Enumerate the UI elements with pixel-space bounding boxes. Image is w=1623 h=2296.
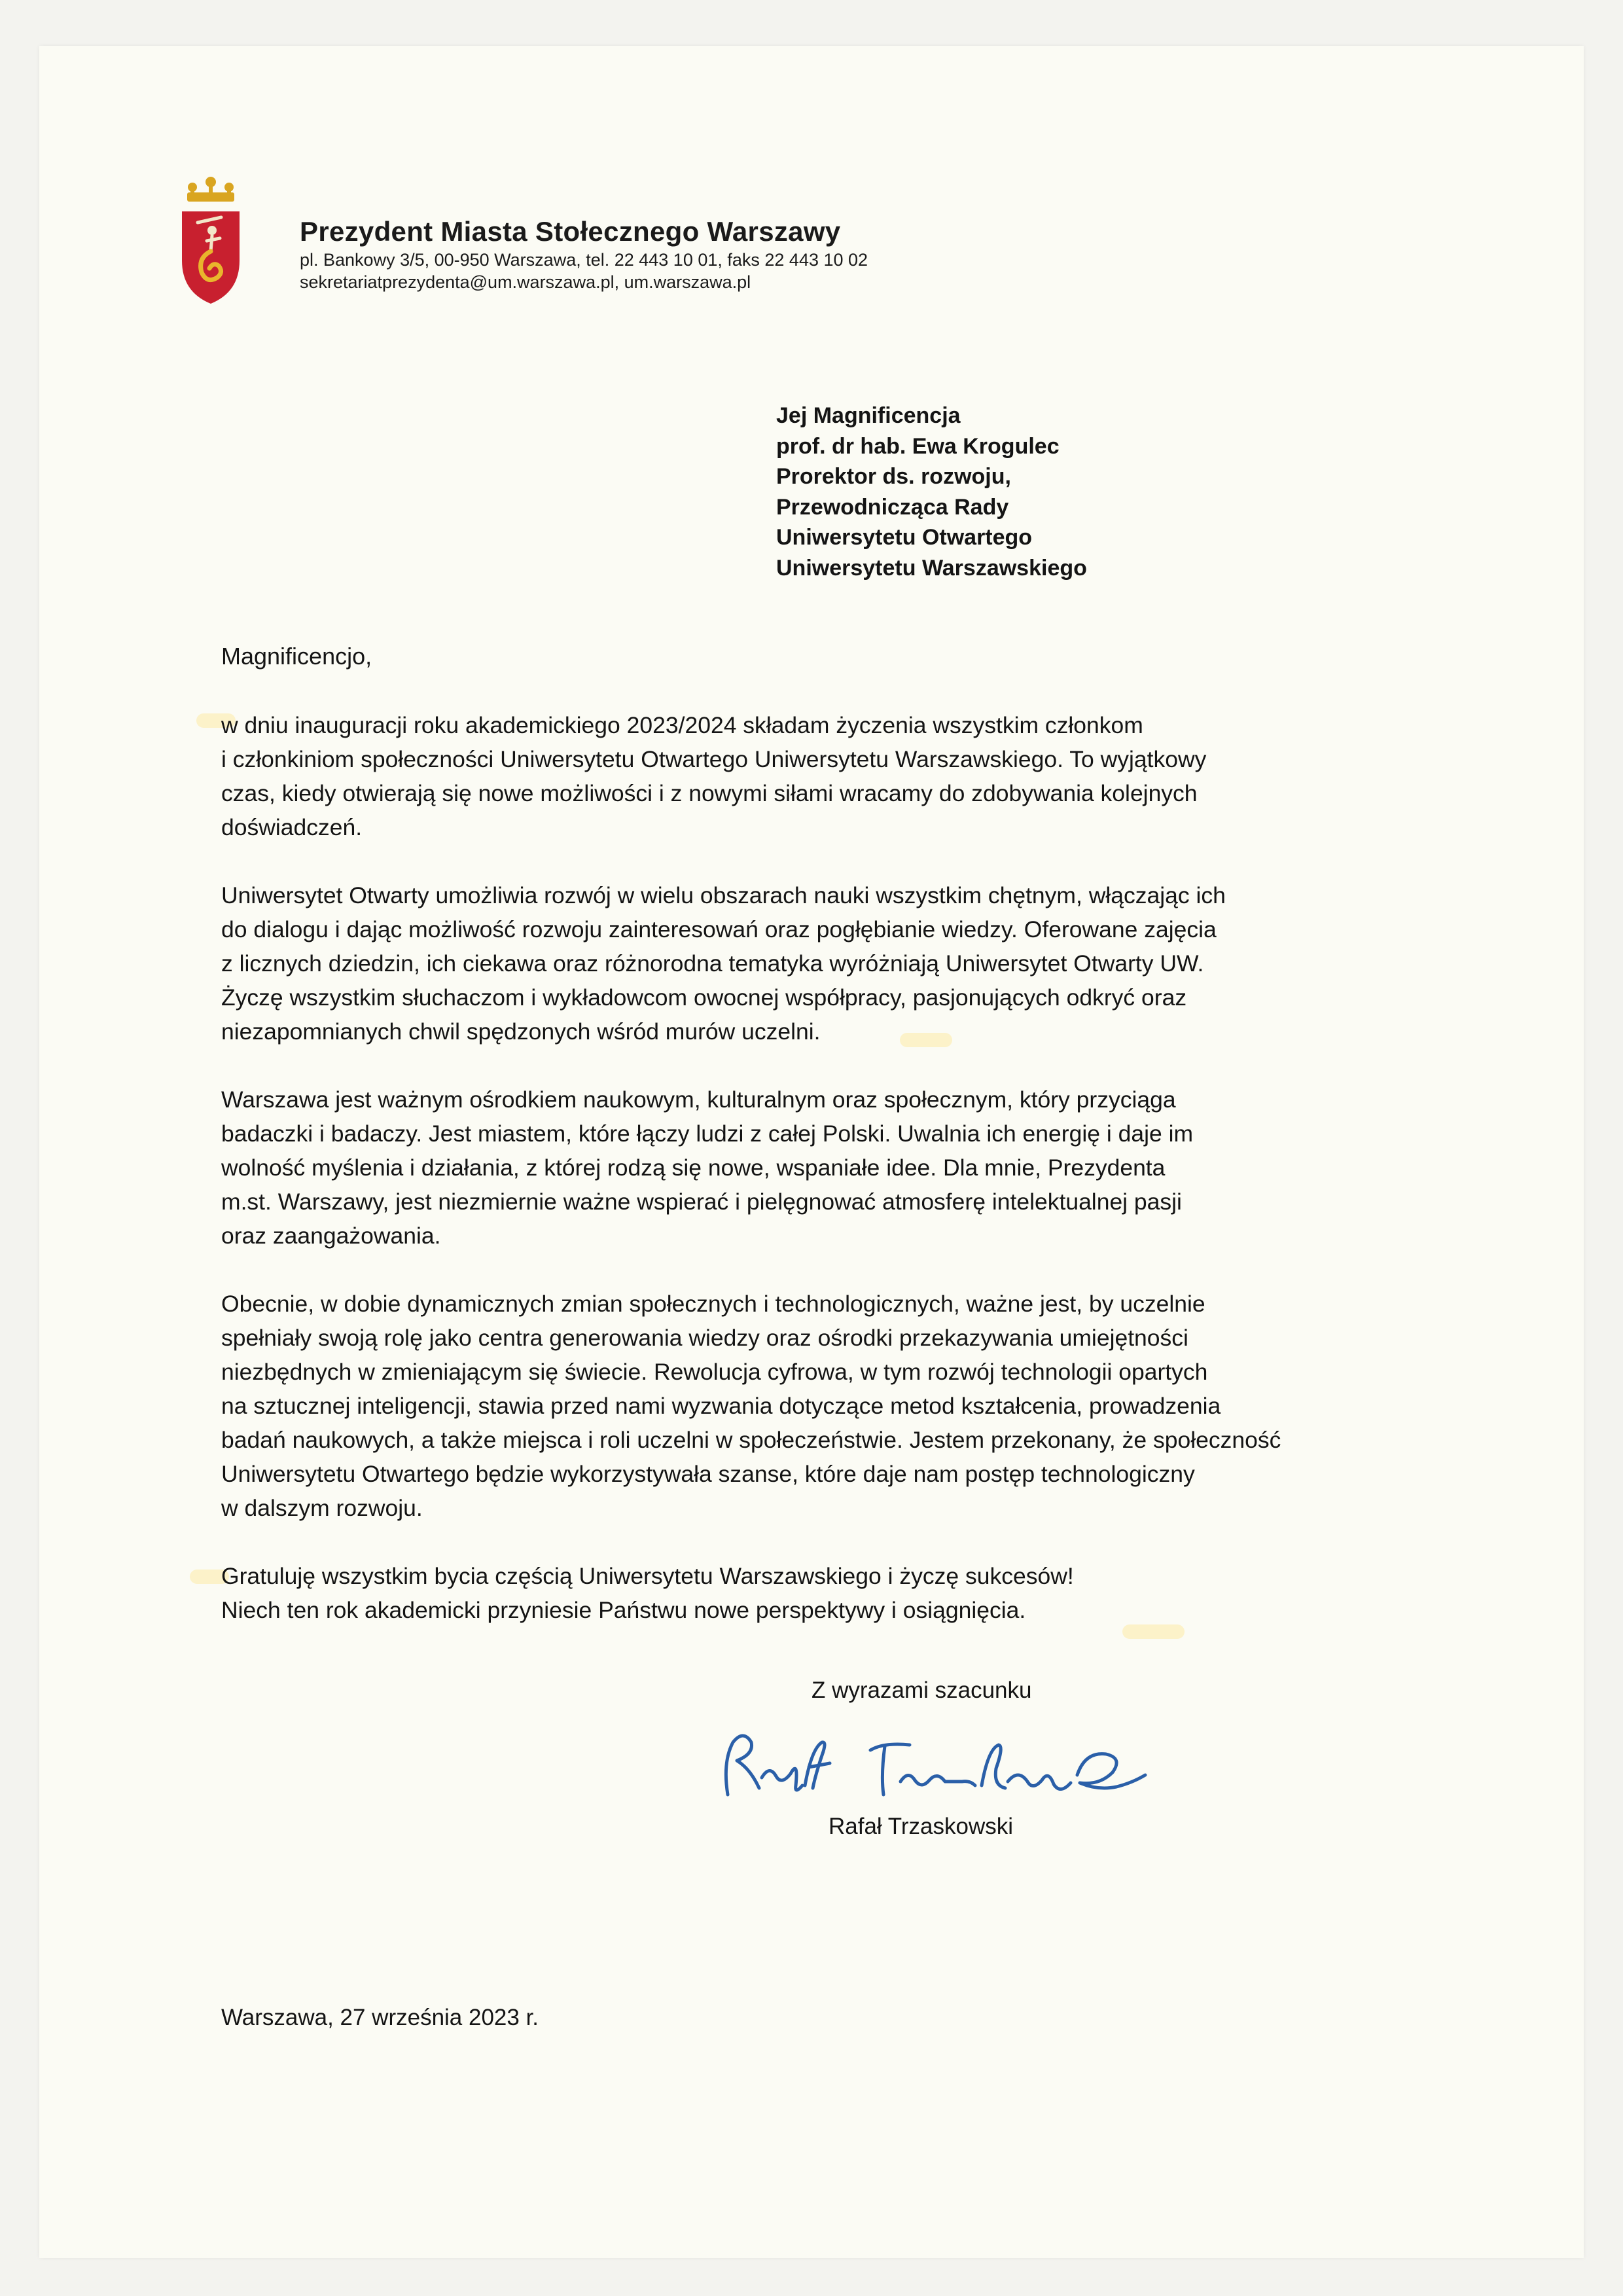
body-line: Warszawa jest ważnym ośrodkiem naukowym, kulturalnym oraz społecznym, który przyciąga xyxy=(221,1086,1176,1113)
body-line: Uniwersytetu Otwartego będzie wykorzystywała szanse, które daje nam postęp technologiczny xyxy=(221,1461,1195,1487)
handwritten-signature-icon xyxy=(713,1723,1158,1808)
letterhead-title: Prezydent Miasta Stołecznego Warszawy xyxy=(300,216,841,247)
body-line: w dniu inauguracji roku akademickiego 2023/2024 składam życzenia wszystkim członkom xyxy=(221,712,1143,738)
body-line: oraz zaangażowania. xyxy=(221,1223,441,1249)
body-line: niezapomnianych chwil spędzonych wśród murów uczelni. xyxy=(221,1018,821,1045)
warsaw-coat-of-arms-icon xyxy=(178,175,243,306)
salutation: Magnificencjo, xyxy=(221,643,372,670)
body-line: w dalszym rozwoju. xyxy=(221,1495,423,1521)
recipient-block xyxy=(776,401,1365,583)
recipient-line: Uniwersytetu Otwartego xyxy=(776,525,1033,550)
body-line: na sztucznej inteligencji, stawia przed nami wyzwania dotyczące metod kształcenia, prowadzenia xyxy=(221,1393,1221,1419)
letterhead xyxy=(300,215,1216,293)
place-and-date: Warszawa, 27 września 2023 r. xyxy=(221,2005,539,2030)
body-line: m.st. Warszawy, jest niezmiernie ważne wspierać i pielęgnować atmosferę intelektualnej pasji xyxy=(221,1189,1182,1215)
body-line: Obecnie, w dobie dynamicznych zmian społecznych i technologicznych, ważne jest, by uczelnie xyxy=(221,1291,1205,1317)
body-line: spełniały swoją rolę jako centra generowania wiedzy oraz ośrodki przekazywania umiejętności xyxy=(221,1325,1188,1351)
letterhead-contact: sekretariatprezydenta@um.warszawa.pl, um.warszawa.pl xyxy=(300,272,751,292)
body-line: i członkiniom społeczności Uniwersytetu Otwartego Uniwersytetu Warszawskiego. To wyjątkowy xyxy=(221,746,1207,772)
recipient-line: prof. dr hab. Ewa Krogulec xyxy=(776,433,1060,459)
signer-name: Rafał Trzaskowski xyxy=(829,1814,1014,1839)
body-line: doświadczeń. xyxy=(221,814,363,840)
paragraph xyxy=(221,708,1419,844)
recipient-line: Przewodnicząca Rady xyxy=(776,494,1009,520)
body-line: Niech ten rok akademicki przyniesie Państwu nowe perspektywy i osiągnięcia. xyxy=(221,1597,1026,1623)
letterhead-address: pl. Bankowy 3/5, 00-950 Warszawa, tel. 22 443 10 01, faks 22 443 10 02 xyxy=(300,250,868,270)
recipient-line: Jej Magnificencja xyxy=(776,403,961,428)
closing-phrase: Z wyrazami szacunku xyxy=(812,1677,1032,1703)
letter-body xyxy=(221,708,1419,1661)
body-line: Uniwersytet Otwarty umożliwia rozwój w wielu obszarach nauki wszystkim chętnym, włączając ich xyxy=(221,882,1226,908)
body-line: niezbędnych w zmieniającym się świecie. Rewolucja cyfrowa, w tym rozwój technologii opartych xyxy=(221,1359,1208,1385)
body-line: z licznych dziedzin, ich ciekawa oraz różnorodna tematyka wyróżniają Uniwersytet Otwarty UW. xyxy=(221,950,1204,977)
body-line: Gratuluję wszystkim bycia częścią Uniwersytetu Warszawskiego i życzę sukcesów! xyxy=(221,1563,1074,1589)
body-line: czas, kiedy otwierają się nowe możliwości i z nowymi siłami wracamy do zdobywania kolejnych xyxy=(221,780,1198,806)
body-line: wolność myślenia i działania, z której rodzą się nowe, wspaniałe idee. Dla mnie, Prezydenta xyxy=(221,1155,1166,1181)
paragraph xyxy=(221,1083,1419,1253)
paragraph xyxy=(221,1287,1419,1525)
recipient-line: Prorektor ds. rozwoju, xyxy=(776,464,1011,489)
body-line: do dialogu i dając możliwość rozwoju zainteresowań oraz pogłębianie wiedzy. Oferowane zajęcia xyxy=(221,916,1217,942)
paragraph xyxy=(221,878,1419,1049)
recipient-line: Uniwersytetu Warszawskiego xyxy=(776,555,1087,581)
paragraph xyxy=(221,1559,1419,1627)
body-line: badań naukowych, a także miejsca i roli uczelni w społeczeństwie. Jestem przekonany, że społeczność xyxy=(221,1427,1281,1453)
body-line: badaczki i badaczy. Jest miastem, które łączy ludzi z całej Polski. Uwalnia ich energię i daje im xyxy=(221,1121,1194,1147)
body-line: Życzę wszystkim słuchaczom i wykładowcom owocnej współpracy, pasjonujących odkryć oraz xyxy=(221,984,1187,1011)
